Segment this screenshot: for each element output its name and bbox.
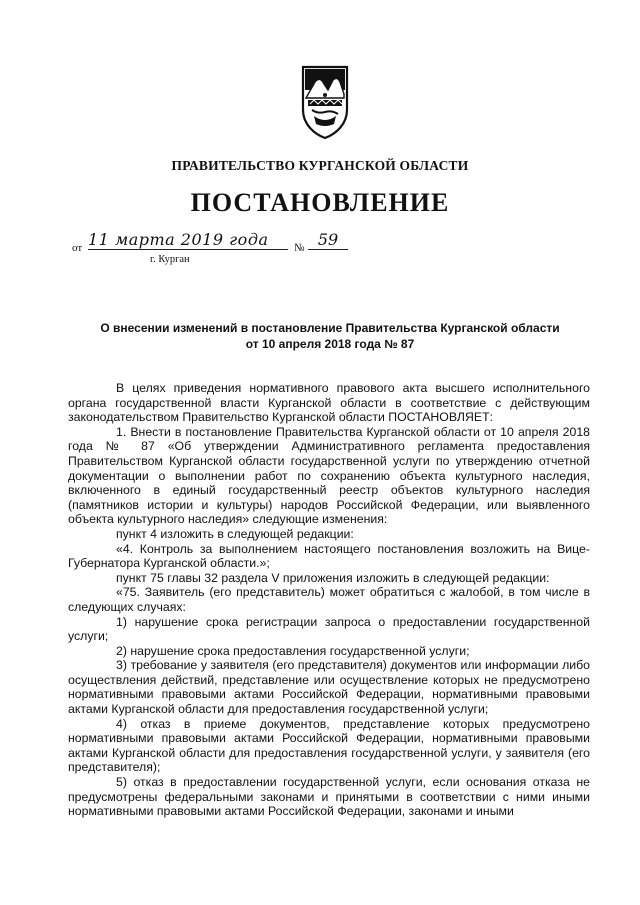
paragraph-preamble: В целях приведения нормативного правового акта высшего исполнительного органа государственной власти Курганской области в соответствие с действующим законодательством Правительство Курганской области ПОСТАНОВЛЯЕТ: bbox=[68, 381, 590, 425]
handwritten-date: 11 марта 2019 года bbox=[88, 230, 288, 250]
paragraph-case-5: 5) отказ в предоставлении государственной услуги, если основания отказа не предусмотрены федеральными законами и принятыми в соответствии с ними иными нормативными правовыми актами Российской Федерации, законами и иными bbox=[68, 775, 590, 819]
document-type-title: ПОСТАНОВЛЕНИЕ bbox=[190, 188, 450, 217]
handwritten-number: 59 bbox=[308, 230, 348, 250]
paragraph-case-3: 3) требование у заявителя (его представителя) документов или информации либо осуществления действий, представление или осуществление которых не предусмотрено нормативными правовыми актами Российской Федерации, нормативными правовыми актами Курганской области для предоставления государственной услуги; bbox=[68, 658, 590, 717]
paragraph-case-2: 2) нарушение срока предоставления государственной услуги; bbox=[116, 643, 470, 658]
paragraph-case-4: 4) отказ в приеме документов, представление которых предусмотрено нормативными правовыми актами Российской Федерации, нормативными правовыми актами Курганской области для предоставления государственной услуги, у заявителя (его представителя); bbox=[68, 716, 590, 775]
city-label: г. Курган bbox=[150, 254, 190, 265]
date-number-line bbox=[72, 232, 372, 272]
coat-of-arms-emblem bbox=[300, 64, 350, 140]
subject-line-2: от 10 апреля 2018 года № 87 bbox=[245, 337, 415, 351]
paragraph-point-75-text: «75. Заявитель (его представитель) может обратиться с жалобой, в том числе в следующих случаях: bbox=[68, 585, 590, 614]
paragraph-case-1: 1) нарушение срока регистрации запроса о предоставлении государственной услуги; bbox=[68, 614, 590, 644]
number-prefix: № bbox=[294, 242, 305, 254]
subject-line-1: О внесении изменений в постановление Правительства Курганской области bbox=[100, 321, 560, 335]
paragraph-point-4-intro: пункт 4 изложить в следующей редакции: bbox=[116, 526, 354, 541]
paragraph-point-4-text: «4. Контроль за выполнением настоящего постановления возложить на Вице-Губернатора Курганской области.»; bbox=[68, 541, 590, 571]
document-body bbox=[68, 381, 590, 819]
document-subject bbox=[60, 320, 600, 352]
paragraph-point-75-intro: пункт 75 главы 32 раздела V приложения изложить в следующей редакции: bbox=[116, 570, 550, 585]
date-prefix: от bbox=[72, 242, 83, 254]
issuing-authority: ПРАВИТЕЛЬСТВО КУРГАНСКОЙ ОБЛАСТИ bbox=[171, 158, 469, 173]
paragraph-item-1: 1. Внести в постановление Правительства Курганской области от 10 апреля 2018 года № 87 «Об утверждении Административного регламента предоставления Правительством Курганской области государственной услуги по утверждению отчетной документации о выполнении работ по сохранению объекта культурного наследия, включенного в единый государственный реестр объектов культурного наследия (памятников истории и культуры) народов Российской Федерации, или выявленного объекта культурного наследия» следующие изменения: bbox=[68, 424, 590, 527]
